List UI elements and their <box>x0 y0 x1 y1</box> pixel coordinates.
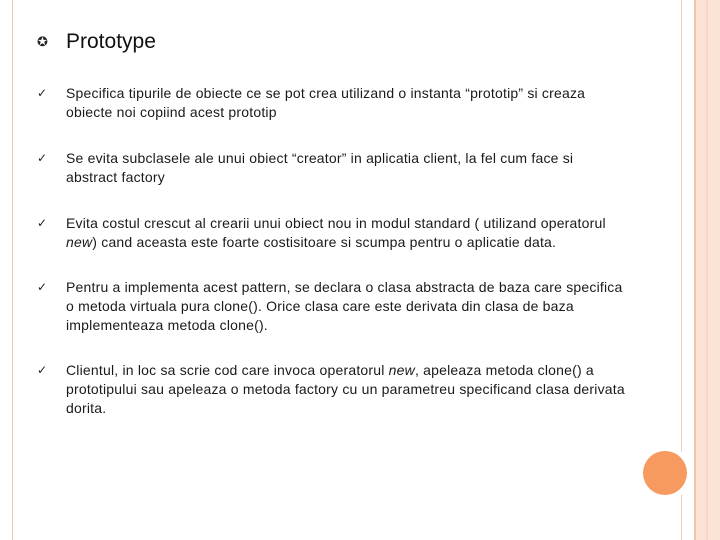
list-item <box>37 214 627 252</box>
list-item-text: Clientul, in loc sa scrie cod care invoca operatorul new, apeleaza metoda clone() a prototipului sau apeleaza o metoda factory cu un parametreu specificand clasa derivata dorita. <box>66 362 625 416</box>
checkmark-icon: ✓ <box>37 151 48 165</box>
checkmark-icon: ✓ <box>37 216 48 230</box>
list-item-text: Se evita subclasele ale unui obiect “creator” in aplicatia client, la fel cum face si abstract factory <box>66 150 574 185</box>
title-row <box>37 30 156 54</box>
list-item-text: Specifica tipurile de obiecte ce se pot crea utilizand o instanta “prototip” si creaza obiecte noi copiind acest prototip <box>66 85 586 120</box>
left-frame-line <box>12 0 13 540</box>
decor-circle <box>643 451 687 495</box>
list-item <box>37 278 627 335</box>
checkmark-icon: ✓ <box>37 280 48 294</box>
checkmark-icon: ✓ <box>37 86 48 100</box>
list-item <box>37 361 627 418</box>
slide-title: Prototype <box>66 30 156 53</box>
bullet-list <box>37 84 627 418</box>
list-item <box>37 84 627 122</box>
list-item-text: Evita costul crescut al crearii unui obiect nou in modul standard ( utilizand operatorul new) cand aceasta este foarte costisitoare si scumpa pentru o aplicatie data. <box>66 215 606 250</box>
right-frame-stripe <box>706 0 708 540</box>
gear-bullet-icon: ✪ <box>37 34 48 50</box>
list-item <box>37 149 627 187</box>
checkmark-icon: ✓ <box>37 363 48 377</box>
list-item-text: Pentru a implementa acest pattern, se declara o clasa abstracta de baza care specifica o metoda virtuala pura clone(). Orice clasa care este derivata din clasa de baza implementeaza metoda clone(). <box>66 279 623 333</box>
